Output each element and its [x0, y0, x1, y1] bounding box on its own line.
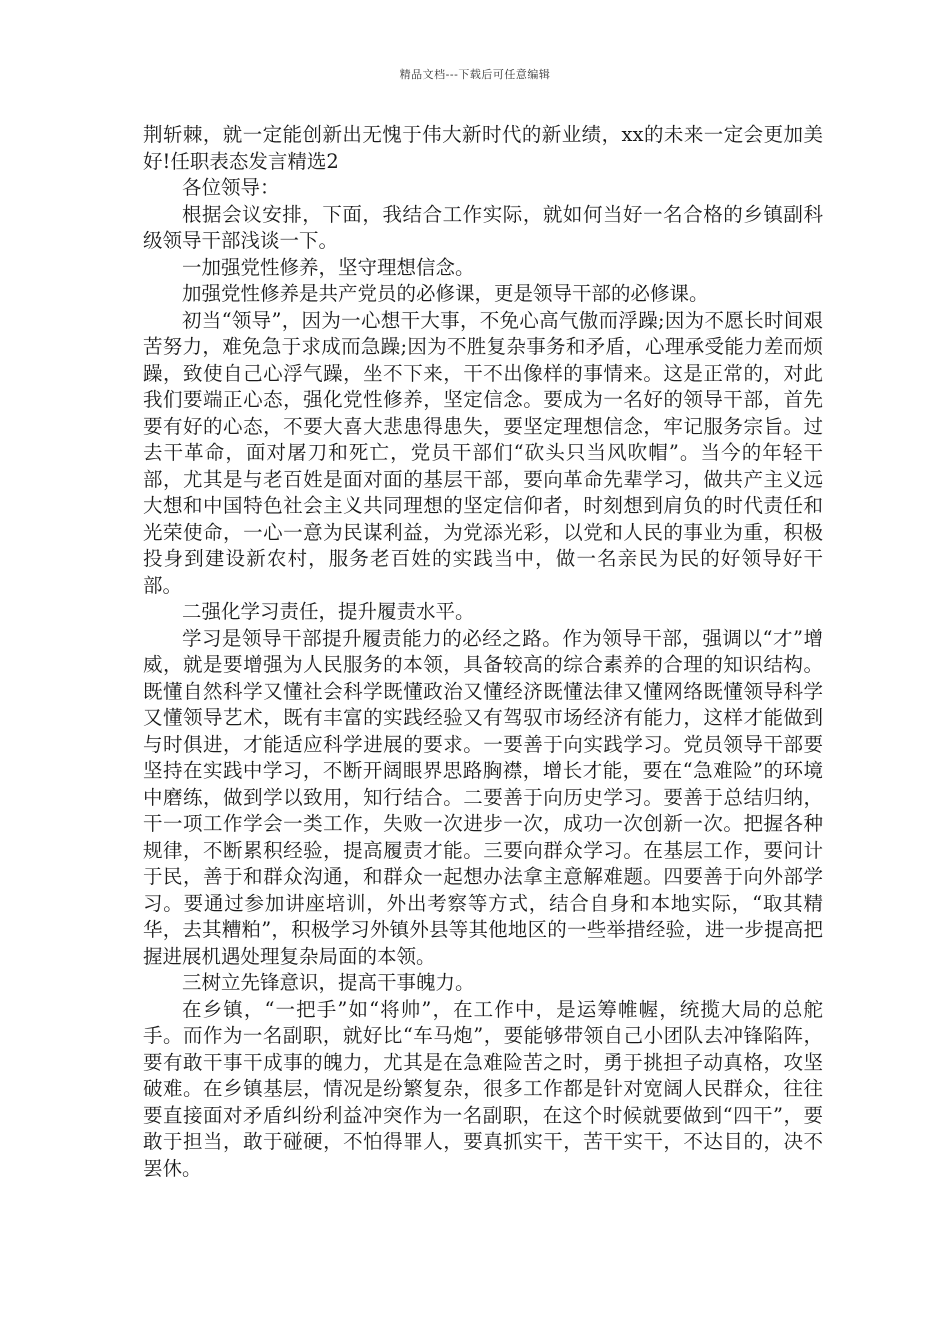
paragraph: 学习是领导干部提升履责能力的必经之路。作为领导干部，强调以“才”增威，就是要增强为人民服务的本领，具备较高的综合素养的合理的知识结构。既懂自然科学又懂社会科学既懂政治又懂经济既懂法律又懂网络既懂领导科学又懂领导艺术，既有丰富的实践经验又有驾驭市场经济有能力，这样才能做到与时俱进，才能适应科学进展的要求。一要善于向实践学习。党员领导干部要坚持在实践中学习，不断开阔眼界思路胸襟，增长才能，要在“急难险”的环境中磨练，做到学以致用，知行结合。二要善于向历史学习。要善于总结归纳，干一项工作学会一类工作，失败一次进步一次，成功一次创新一次。把握各种规律，不断累积经验，提高履责才能。三要向群众学习。在基层工作，要问计于民，善于和群众沟通，和群众一起想办法拿主意解难题。四要善于向外部学习。要通过参加讲座培训，外出考察等方式，结合自身和本地实际，“取其精华，去其糟粕”，积极学习外镇外县等其他地区的一些举措经验，进一步提高把握进展机遇处理复杂局面的本领。: [143, 626, 823, 968]
section-heading: 三树立先锋意识，提高干事魄力。: [182, 971, 475, 994]
paragraph: 加强党性修养是共产党员的必修课，更是领导干部的必修课。: [182, 282, 709, 305]
section-heading: 一加强党性修养，坚守理想信念。: [182, 255, 475, 279]
paragraph: 初当“领导”，因为一心想干大事，不免心高气傲而浮躁;因为不愿长时间艰苦努力，难免急于求成而急躁;因为不胜复杂事务和矛盾，心理承受能力差而烦躁，致使自己心浮气躁，坐不下来，干不出像样的事情来。这是正常的，对此我们要端正心态，强化党性修养，坚定信念。要成为一名好的领导干部，首先要有好的心态，不要大喜大悲患得患失，要坚定理想信念，牢记服务宗旨。过去干革命，面对屠刀和死亡，党员干部们“砍头只当风吹帽”。当今的年轻干部，尤其是与老百姓是面对面的基层干部，要向革命先辈学习，做共产主义远大想和中国特色社会主义共同理想的坚定信仰者，时刻想到肩负的时代责任和光荣使命，一心一意为民谋利益，为党添光彩，以党和人民的事业为重，积极投身到建设新农村，服务老百姓的实践当中，做一名亲民为民的好领导好干部。: [143, 308, 823, 597]
document-body: [143, 122, 823, 1182]
salutation: 各位领导：: [182, 176, 280, 199]
paragraph: 根据会议安排，下面，我结合工作实际，就如何当好一名合格的乡镇副科级领导干部浅谈一下。: [143, 202, 823, 252]
paragraph: 在乡镇，“一把手”如“将帅”，在工作中，是运筹帷幄，统揽大局的总舵手。而作为一名副职，就好比“车马炮”，要能够带领自己小团队去冲锋陷阵，要有敢干事干成事的魄力，尤其是在急难险苦之时，勇于挑担子动真格，攻坚破难。在乡镇基层，情况是纷繁复杂，很多工作都是针对宽阔人民群众，往往要直接面对矛盾纠纷利益冲突作为一名副职，在这个时候就要做到“四干”，要敢于担当，敢于碰硬，不怕得罪人，要真抓实干，苦干实干，不达目的，决不罢休。: [143, 997, 823, 1180]
page-header: 精品文档---下载后可任意编辑: [399, 68, 551, 81]
paragraph: 荆斩棘，就一定能创新出无愧于伟大新时代的新业绩，xx的未来一定会更加美好!任职表态发言精选2: [143, 123, 823, 173]
section-heading: 二强化学习责任，提升履责水平。: [182, 600, 475, 623]
